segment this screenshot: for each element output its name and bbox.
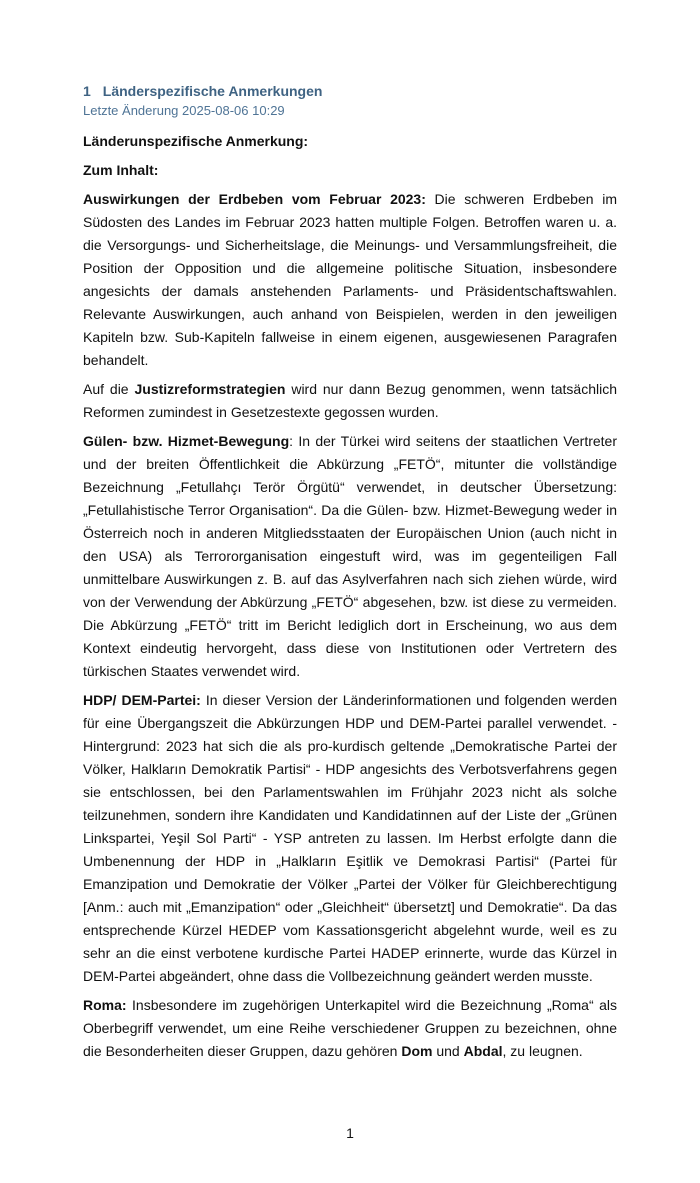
section-heading xyxy=(83,81,617,101)
page-number: 1 xyxy=(346,1125,354,1141)
term-abdal: Abdal xyxy=(463,1043,503,1059)
paragraph-lead: Roma: xyxy=(83,997,127,1013)
paragraph-text: In dieser Version der Länderinformationen und folgenden werden für eine Übergangszeit die Abkürzungen HDP und DEM-Partei parallel verwendet. - Hintergrund: 2023 hat sich die als pro-kurdisch geltende „Demokratische Partei der Völker, Halkların Demokratik Partisi“ - HDP angesichts des Verbotsverfahrens gegen sie entschlossen, bei den Parlamentswahlen im Frühjahr 2023 nicht als solche teilzunehmen, sondern ihre Kandidaten und Kandidatinnen auf der Liste der „Grünen Linkspartei, Yeşil Sol Parti“ - YSP antreten zu lassen. Im Herbst erfolgte dann die Umbenennung der HDP in „Halkların Eşitlik ve Demokrasi Partisi“ (Partei für Emanzipation und Demokratie der Völker „Partei der Völker für Gleichberechtigung [Anm.: auch mit „Emanzipation“ oder „Gleichheit“ übersetzt] und Demokratie“. Da das entsprechende Kürzel HEDEP vom Kassationsgericht abgelehnt wurde, weil es zu sehr an die einst verbotene kurdische Partei HADEP erinnerte, wurde das Kürzel in DEM-Partei abgeändert, ohne dass die Vollbezeichnung geändert werden musste. xyxy=(83,692,617,984)
subheading-country-unspecific: Länderunspezifische Anmerkung: xyxy=(83,133,309,149)
paragraph-text: Die schweren Erdbeben im Südosten des Landes im Februar 2023 hatten multiple Folgen. Betroffen waren u. a. die Versorgungs- und Sicherheitslage, die Meinungs- und Versammlungsfreiheit, die Position der Opposition und die allgemeine politische Situation, insbesondere angesichts der damals anstehenden Parlaments- und Präsidentschaftswahlen. Relevante Auswirkungen, auch anhand von Beispielen, werden in den jeweiligen Kapiteln bzw. Sub-Kapiteln fallweise in einem eigenen, ausgewiesenen Paragrafen behandelt. xyxy=(83,191,617,368)
paragraph-gulen xyxy=(83,430,617,683)
paragraph-text: , zu leugnen. xyxy=(502,1043,583,1059)
paragraph-text: wird nur dann Bezug genommen, wenn tatsächlich Reformen zumindest in Gesetzestexte gegossen wurden. xyxy=(83,381,618,420)
last-modified: Letzte Änderung 2025-08-06 10:29 xyxy=(83,103,285,118)
paragraph-text: und xyxy=(432,1043,464,1059)
paragraph-text: Auf die xyxy=(83,381,135,397)
section-number: 1 xyxy=(83,83,91,99)
paragraph-lead: HDP/ DEM-Partei: xyxy=(83,692,201,708)
paragraph-lead: Gülen- bzw. Hizmet-Bewegung xyxy=(83,433,290,449)
section-title: Länderspezifische Anmerkungen xyxy=(102,83,323,99)
paragraph-hdp-dem xyxy=(83,689,617,988)
paragraph-text: : In der Türkei wird seitens der staatlichen Vertreter und der breiten Öffentlichkeit die Abkürzung „FETÖ“, mitunter die vollständige Bezeichnung „Fetullahçı Terör Örgütü“ verwendet, in deutscher Übersetzung: „Fetullahistische Terror Organisation“. Da die Gülen- bzw. Hizmet-Bewegung weder in Österreich noch in anderen Mitgliedsstaaten der Europäischen Union (auch nicht in den USA) als Terrororganisation eingestuft wird, was im gegenteiligen Fall unmittelbare Auswirkungen z. B. auf das Asylverfahren nach sich ziehen würde, wird von der Verwendung der Abkürzung „FETÖ“ abgesehen, bzw. ist diese zu vermeiden. Die Abkürzung „FETÖ“ tritt im Bericht lediglich dort in Erscheinung, wo aus dem Kontext eindeutig hervorgeht, dass diese von Institutionen oder Vertretern des türkischen Staates verwendet wird. xyxy=(83,433,617,679)
paragraph-lead: Auswirkungen der Erdbeben vom Februar 2023: xyxy=(83,191,426,207)
paragraph-text: Insbesondere im zugehörigen Unterkapitel wird die Bezeichnung „Roma“ als Oberbegriff verwendet, um eine Reihe verschiedener Gruppen zu bezeichnen, ohne die Besonderheiten dieser Gruppen, dazu gehören xyxy=(83,997,617,1059)
subheading-content: Zum Inhalt: xyxy=(83,162,159,178)
paragraph-earthquake xyxy=(83,188,617,372)
paragraph-justice-reform xyxy=(83,378,617,424)
paragraph-lead: Justizreformstrategien xyxy=(134,381,286,397)
term-dom: Dom xyxy=(401,1043,433,1059)
paragraph-roma xyxy=(83,994,617,1063)
